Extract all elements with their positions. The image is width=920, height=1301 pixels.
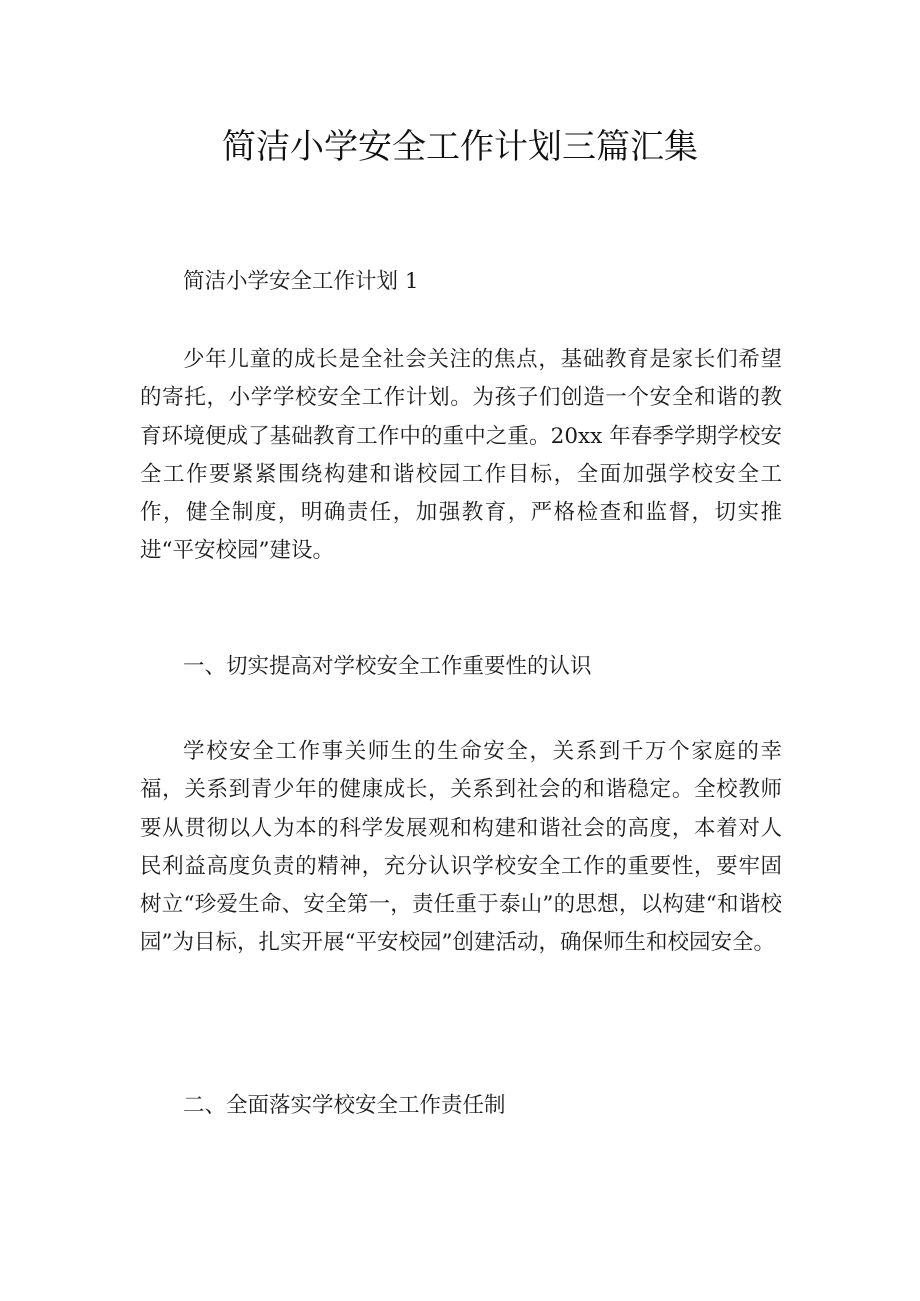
paragraph-importance: 学校安全工作事关师生的生命安全，关系到千万个家庭的幸福，关系到青少年的健康成长，关系到社会的和谐稳定。全校教师要从贯彻以人为本的科学发展观和构建和谐社会的高度，本着对人民利益高度负责的精神，充分认识学校安全工作的重要性，要牢固树立“珍爱生命、安全第一，责任重于泰山”的思想，以构建“和谐校园”为目标，扎实开展“平安校园”创建活动，确保师生和校园安全。: [140, 739, 782, 956]
section-heading-1: 一、切实提高对学校安全工作重要性的认识: [183, 654, 592, 679]
section-subtitle: 简洁小学安全工作计划 1: [183, 269, 419, 294]
paragraph-intro: 少年儿童的成长是全社会关注的焦点，基础教育是家长们希望的寄托，小学学校安全工作计划。为孩子们创造一个安全和谐的教育环境便成了基础教育工作中的重中之重。20xx 年春季学期学校安全工作要紧紧围绕构建和谐校园工作目标，全面加强学校安全工作，健全制度，明确责任，加强教育，严格检查和监督，切实推进“平安校园”建设。: [140, 347, 782, 564]
section-heading-2: 二、全面落实学校安全工作责任制: [183, 1093, 506, 1118]
document-title: 简洁小学安全工作计划三篇汇集: [222, 127, 698, 167]
